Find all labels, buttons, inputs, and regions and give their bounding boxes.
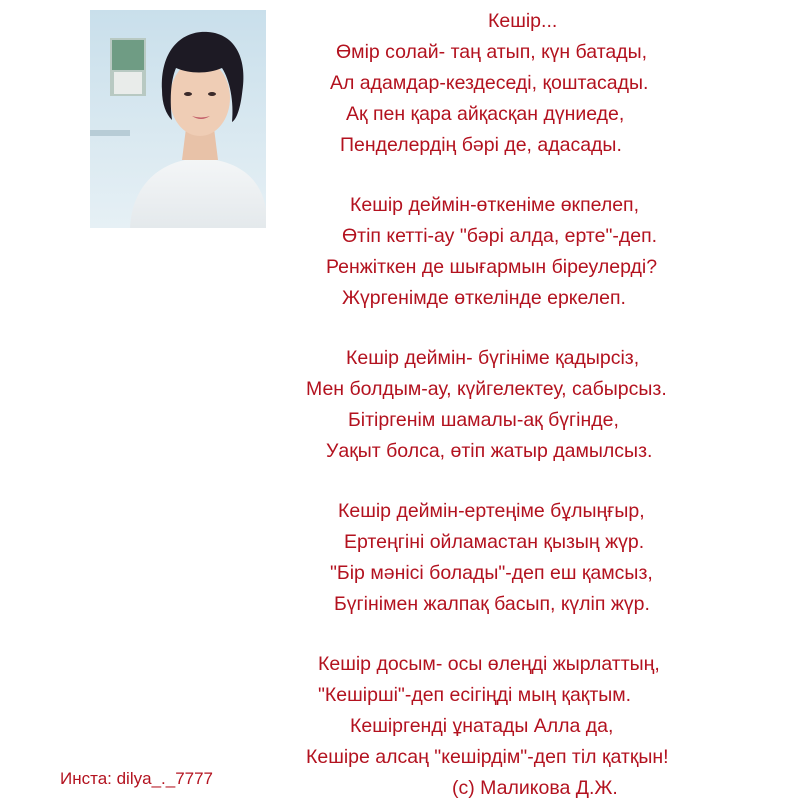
poem-line: Пенделердің бәрі де, адасады. — [340, 134, 622, 156]
poem-line: Кешіре алсаң "кешірдім"-деп тіл қатқын! — [306, 746, 669, 768]
poem-line: Кешір деймін-ертеңіме бұлыңғыр, — [338, 500, 645, 522]
poem-line: "Бір мәнісі болады"-деп еш қамсыз, — [330, 562, 653, 584]
author-portrait-image — [90, 10, 266, 228]
instagram-handle: Инста: dilya_._7777 — [60, 769, 214, 788]
poem-line: Ренжіткен де шығармын біреулерді? — [326, 256, 658, 278]
poem-line: Өтіп кетті-ау "бәрі алда, ерте"-деп. — [342, 225, 658, 247]
poem-line: Уақыт болса, өтіп жатыр дамылсыз. — [326, 440, 653, 462]
poem-line: Кешір деймін- бүгініме қадырсіз, — [346, 347, 640, 369]
poem-line: Кешіргенді ұнатады Алла да, — [350, 715, 614, 737]
poem-line: Кешір деймін-өткеніме өкпелеп, — [350, 194, 640, 216]
poem-line: Ал адамдар-кездеседі, қоштасады. — [330, 72, 649, 94]
poem-title: Кешір... — [488, 10, 558, 32]
poem-line: Ақ пен қара айқасқан дүниеде, — [346, 103, 625, 125]
poem — [270, 6, 780, 804]
poem-line: Бүгінімен жалпақ басып, күліп жүр. — [334, 593, 650, 615]
author-photo — [90, 10, 266, 228]
poem-line: "Кешірші"-деп есігіңді мың қақтым. — [318, 684, 632, 706]
poem-line: Бітіргенім шамалы-ақ бүгінде, — [348, 409, 619, 431]
poem-line: Жүргенімде өткелінде еркелеп. — [342, 287, 626, 309]
poem-line: Кешір досым- осы өлеңді жырлаттың, — [318, 653, 660, 675]
poem-line: Ертеңгіні ойламастан қызың жүр. — [344, 531, 645, 553]
poem-signature: (с) Маликова Д.Ж. — [452, 777, 618, 799]
poem-line: Өмір солай- таң атып, күн батады, — [336, 41, 648, 63]
poem-line: Мен болдым-ау, күйгелектеу, сабырсыз. — [306, 378, 667, 400]
